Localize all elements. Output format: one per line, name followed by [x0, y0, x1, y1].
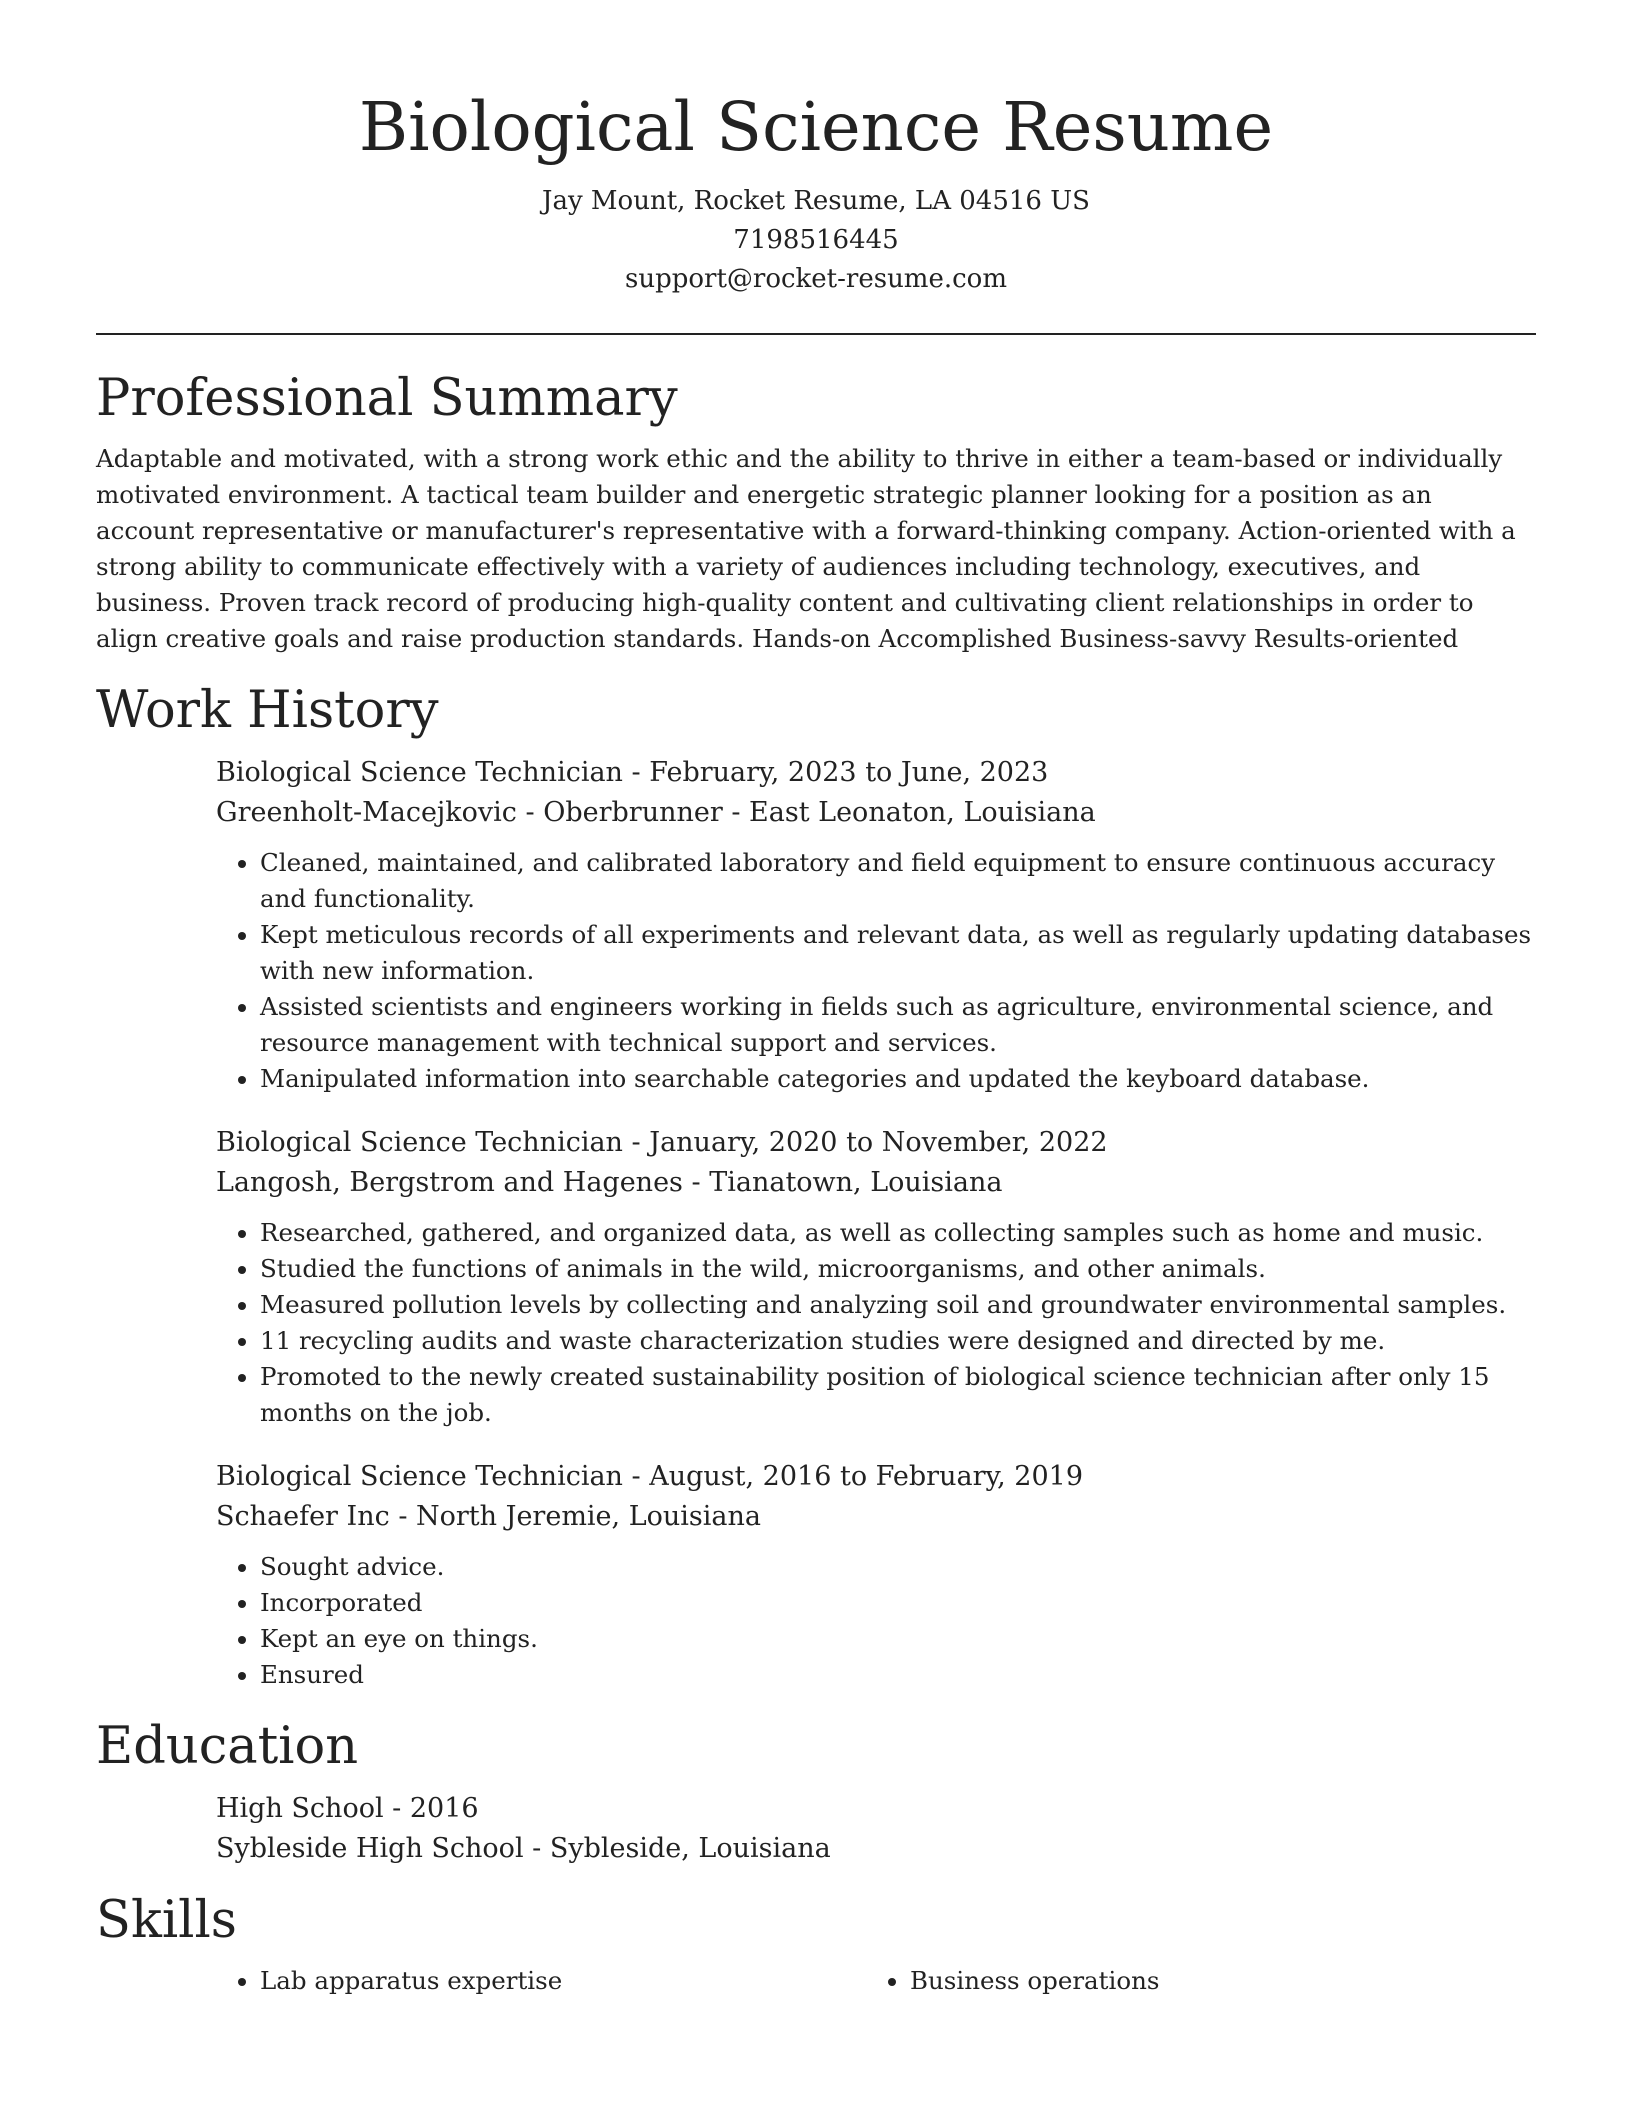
education-year: - 2016	[383, 1793, 479, 1824]
job-title: Biological Science Technician	[216, 1461, 623, 1492]
job-entry	[216, 1123, 1536, 1431]
job-company-line	[216, 793, 1536, 833]
job-location: - East Leonaton, Louisiana	[722, 797, 1096, 828]
list-item: • Manipulated information into searchable categories and updated the keyboard database.	[260, 1061, 1536, 1097]
job-entry	[216, 753, 1536, 1097]
skills-list-right	[866, 1963, 1516, 1999]
list-item: • Researched, gathered, and organized data, as well as collecting samples such as home and music.	[260, 1215, 1536, 1251]
skills-column-left	[216, 1953, 866, 1999]
job-dates: - January, 2020 to November, 2022	[622, 1127, 1108, 1158]
job-location: - North Jeremie, Louisiana	[389, 1501, 761, 1532]
job-title-line	[216, 753, 1536, 793]
header-divider	[96, 333, 1536, 335]
list-item: • Cleaned, maintained, and calibrated laboratory and field equipment to ensure continuous accuracy and functionality.	[260, 845, 1536, 917]
job-company: Greenholt-Macejkovic - Oberbrunner	[216, 797, 723, 828]
list-item: • Studied the functions of animals in the wild, microorganisms, and other animals.	[260, 1251, 1536, 1287]
resume-page	[96, 0, 1536, 1999]
skills-column-right	[866, 1953, 1516, 1999]
job-bullets	[216, 845, 1536, 1097]
education-school: Sybleside High School	[216, 1833, 524, 1864]
list-item: • Sought advice.	[260, 1549, 1536, 1585]
job-location: - Tianatown, Louisiana	[682, 1167, 1003, 1198]
job-title: Biological Science Technician	[216, 1127, 623, 1158]
job-title-line	[216, 1457, 1536, 1497]
job-entry	[216, 1457, 1536, 1693]
resume-title: Biological Science Resume	[358, 88, 1274, 166]
list-item: • Kept meticulous records of all experiments and relevant data, as well as regularly updating databases with new information.	[260, 917, 1536, 989]
job-company: Langosh, Bergstrom and Hagenes	[216, 1167, 683, 1198]
education-section	[96, 1715, 1536, 1869]
contact-email: support@rocket-resume.com	[624, 264, 1007, 294]
job-title-line	[216, 1123, 1536, 1163]
list-item: • Assisted scientists and engineers working in fields such as agriculture, environmental science, and resource management with technical support and services.	[260, 989, 1536, 1061]
list-item: • Ensured	[260, 1657, 1536, 1693]
list-item: • Business operations	[910, 1963, 1516, 1999]
work-section	[96, 679, 1536, 1693]
list-item: • Lab apparatus expertise	[260, 1963, 866, 1999]
list-item: • 11 recycling audits and waste characterization studies were designed and directed by me.	[260, 1323, 1536, 1359]
job-company: Schaefer Inc	[216, 1501, 390, 1532]
education-degree-line	[216, 1789, 1536, 1829]
contact-address: Jay Mount, Rocket Resume, LA 04516 US	[542, 186, 1090, 216]
skills-list-left	[216, 1963, 866, 1999]
skills-grid	[216, 1953, 1536, 1999]
summary-section	[96, 367, 1536, 657]
skills-heading: Skills	[96, 1891, 237, 1950]
job-bullets	[216, 1549, 1536, 1693]
list-item: • Incorporated	[260, 1585, 1536, 1621]
education-heading: Education	[96, 1717, 359, 1776]
job-title: Biological Science Technician	[216, 757, 623, 788]
contact-phone: 7198516445	[733, 225, 899, 255]
job-dates: - February, 2023 to June, 2023	[622, 757, 1049, 788]
skills-section	[96, 1889, 1536, 1999]
job-company-line	[216, 1163, 1536, 1203]
job-company-line	[216, 1497, 1536, 1537]
list-item: • Measured pollution levels by collecting and analyzing soil and groundwater environmental samples.	[260, 1287, 1536, 1323]
list-item: • Promoted to the newly created sustainability position of biological science technician after only 15 months on the job.	[260, 1359, 1536, 1431]
summary-heading: Professional Summary	[96, 369, 678, 428]
job-bullets	[216, 1215, 1536, 1431]
summary-text: Adaptable and motivated, with a strong work ethic and the ability to thrive in either a team-based or individually motivated environment. A tactical team builder and energetic strategic planner looking for a position as an account representative or manufacturer's representative with a forward-thinking company. Action-oriented with a strong ability to communicate effectively with a variety of audiences including technology, executives, and business. Proven track record of producing high-quality content and cultivating client relationships in order to align creative goals and raise production standards. Hands-on Accomplished Business-savvy Results-oriented	[96, 444, 1516, 653]
education-entry	[216, 1789, 1536, 1869]
education-degree: High School	[216, 1793, 384, 1824]
work-heading: Work History	[96, 681, 439, 740]
education-school-line	[216, 1829, 1536, 1869]
list-item: • Kept an eye on things.	[260, 1621, 1536, 1657]
contact-block	[96, 182, 1536, 299]
education-location: - Sybleside, Louisiana	[523, 1833, 831, 1864]
job-dates: - August, 2016 to February, 2019	[622, 1461, 1084, 1492]
